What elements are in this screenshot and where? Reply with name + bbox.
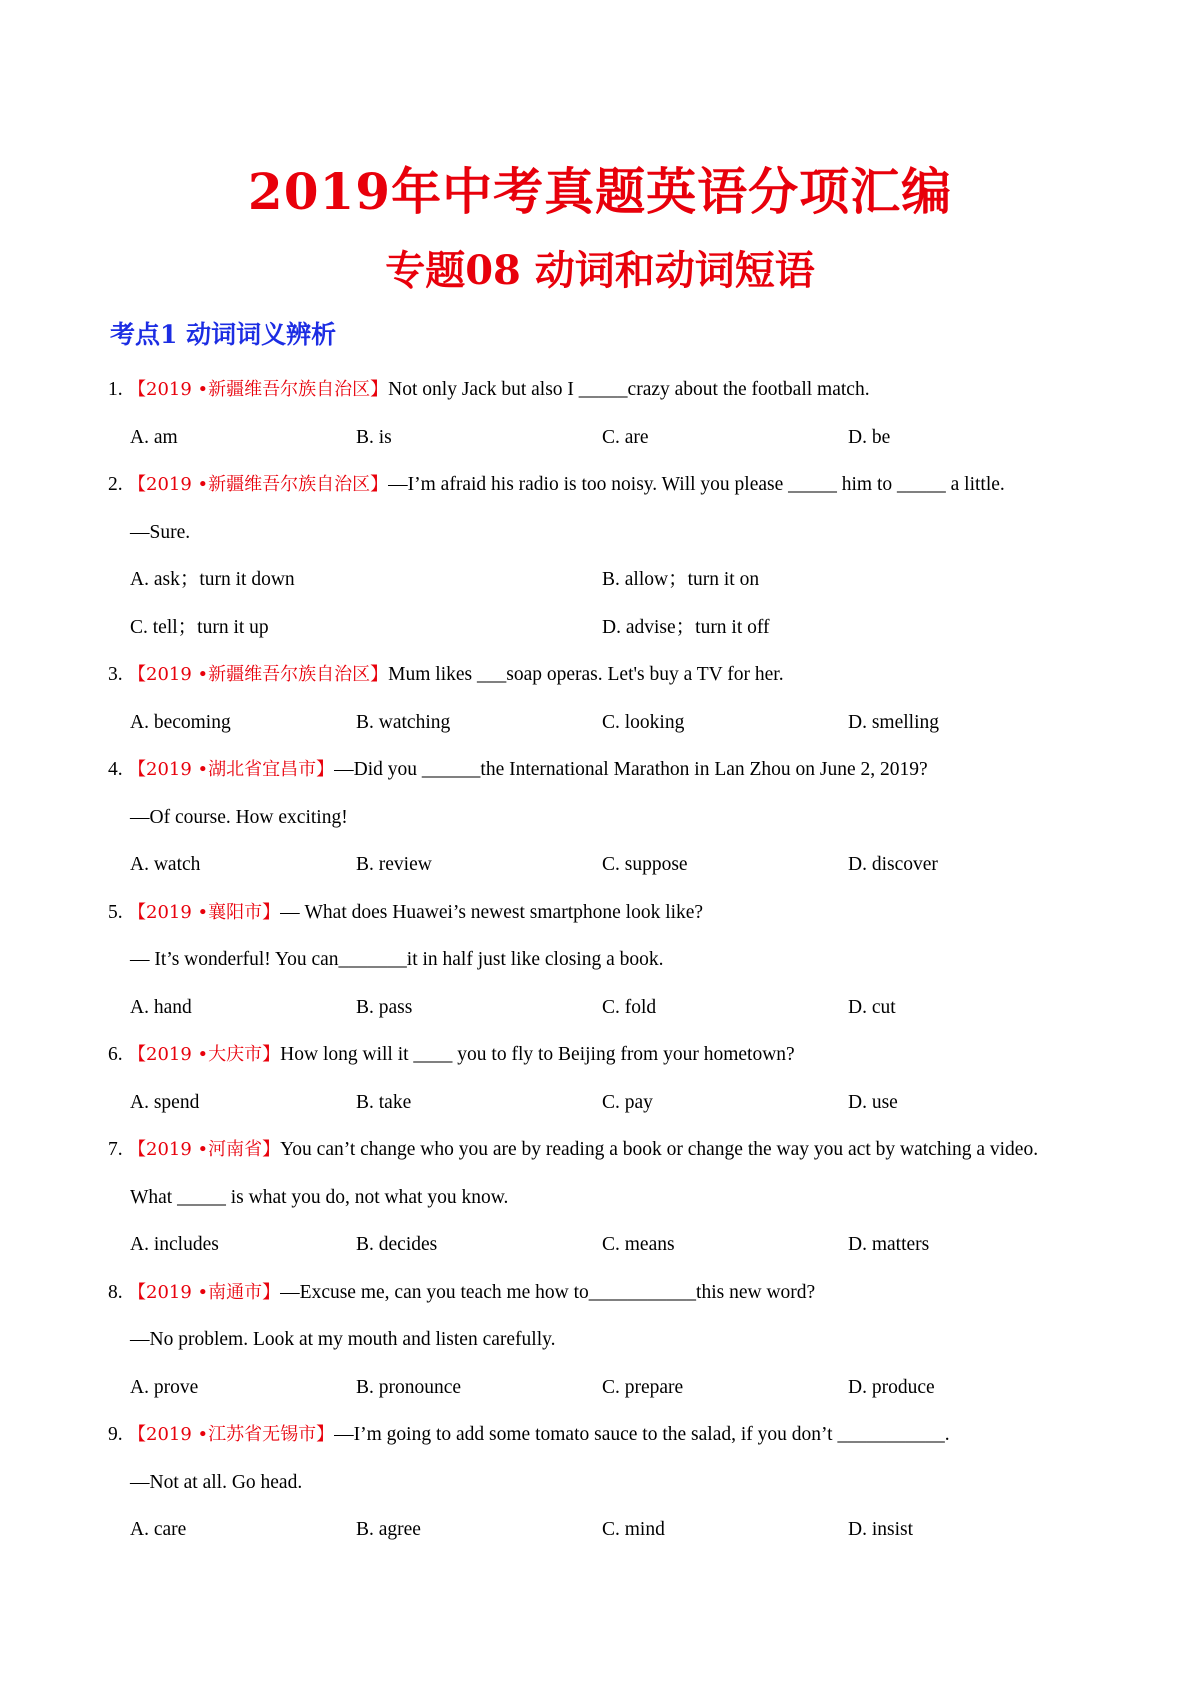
option-d: D. advise；turn it off xyxy=(602,617,770,638)
option-b: B. pass xyxy=(356,997,413,1018)
question-source: 【2019 •河南省】 xyxy=(128,1139,281,1160)
option-b: B. review xyxy=(356,854,432,875)
question-number: 4. xyxy=(108,759,123,780)
question-source: 【2019 •大庆市】 xyxy=(128,1044,281,1065)
option-a: A. prove xyxy=(130,1377,199,1398)
option-d: D. cut xyxy=(848,997,896,1018)
question-continuation: —Sure. xyxy=(130,522,191,543)
option-b: B. allow；turn it on xyxy=(602,569,760,590)
option-a: A. spend xyxy=(130,1092,200,1113)
question-source: 【2019 •新疆维吾尔族自治区】 xyxy=(128,379,389,400)
option-c: C. looking xyxy=(602,712,685,733)
question-stem: —I’m going to add some tomato sauce to the salad, if you don’t ___________. xyxy=(334,1424,950,1445)
question-continuation: —Of course. How exciting! xyxy=(130,807,348,828)
question-continuation: —No problem. Look at my mouth and listen carefully. xyxy=(130,1329,556,1350)
question-continuation: —Not at all. Go head. xyxy=(130,1472,303,1493)
question-stem: How long will it ____ you to fly to Beijing from your hometown? xyxy=(280,1044,795,1065)
question-source: 【2019 •南通市】 xyxy=(128,1282,281,1303)
option-a: A. hand xyxy=(130,997,192,1018)
question-number: 7. xyxy=(108,1139,123,1160)
option-c: C. mind xyxy=(602,1519,665,1540)
option-c: C. tell；turn it up xyxy=(130,617,269,638)
option-c: C. suppose xyxy=(602,854,688,875)
question-number: 5. xyxy=(108,902,123,923)
question-source: 【2019 •襄阳市】 xyxy=(128,902,281,923)
option-c: C. are xyxy=(602,427,649,448)
option-b: B. take xyxy=(356,1092,412,1113)
question-number: 2. xyxy=(108,474,123,495)
option-d: D. be xyxy=(848,427,891,448)
question-continuation: What _____ is what you do, not what you know. xyxy=(130,1187,509,1208)
option-a: A. includes xyxy=(130,1234,219,1255)
option-c: C. prepare xyxy=(602,1377,684,1398)
option-a: A. watch xyxy=(130,854,201,875)
question-number: 6. xyxy=(108,1044,123,1065)
option-b: B. pronounce xyxy=(356,1377,462,1398)
option-d: D. discover xyxy=(848,854,938,875)
option-d: D. matters xyxy=(848,1234,930,1255)
question-continuation: — It’s wonderful! You can_______it in half just like closing a book. xyxy=(130,949,664,970)
option-d: D. smelling xyxy=(848,712,939,733)
option-d: D. insist xyxy=(848,1519,914,1540)
section-heading: 考点1 动词词义辨析 xyxy=(110,320,337,349)
question-number: 9. xyxy=(108,1424,123,1445)
option-c: C. pay xyxy=(602,1092,653,1113)
question-stem: Not only Jack but also I _____crazy about the football match. xyxy=(388,379,870,400)
option-c: C. fold xyxy=(602,997,657,1018)
option-d: D. produce xyxy=(848,1377,935,1398)
option-c: C. means xyxy=(602,1234,675,1255)
question-source: 【2019 •江苏省无锡市】 xyxy=(128,1424,335,1445)
question-number: 3. xyxy=(108,664,123,685)
option-b: B. agree xyxy=(356,1519,421,1540)
document-subtitle: 专题08 动词和动词短语 xyxy=(385,247,815,294)
option-a: A. ask；turn it down xyxy=(130,569,295,590)
option-a: A. becoming xyxy=(130,712,231,733)
document-title: 2019年中考真题英语分项汇编 xyxy=(247,162,953,221)
question-stem: Mum likes ___soap operas. Let's buy a TV for her. xyxy=(388,664,784,685)
option-b: B. watching xyxy=(356,712,451,733)
question-number: 1. xyxy=(108,379,123,400)
question-source: 【2019 •湖北省宜昌市】 xyxy=(128,759,335,780)
question-stem: You can’t change who you are by reading a book or change the way you act by watching a video. xyxy=(280,1139,1039,1160)
question-number: 8. xyxy=(108,1282,123,1303)
question-stem: —I’m afraid his radio is too noisy. Will you please _____ him to _____ a little. xyxy=(388,474,1005,495)
question-stem: — What does Huawei’s newest smartphone look like? xyxy=(280,902,704,923)
option-b: B. is xyxy=(356,427,392,448)
question-stem: —Did you ______the International Marathon in Lan Zhou on June 2, 2019? xyxy=(334,759,928,780)
question-source: 【2019 •新疆维吾尔族自治区】 xyxy=(128,474,389,495)
question-stem: —Excuse me, can you teach me how to___________this new word? xyxy=(280,1282,816,1303)
option-a: A. am xyxy=(130,427,178,448)
question-source: 【2019 •新疆维吾尔族自治区】 xyxy=(128,664,389,685)
option-b: B. decides xyxy=(356,1234,438,1255)
option-d: D. use xyxy=(848,1092,898,1113)
option-a: A. care xyxy=(130,1519,187,1540)
